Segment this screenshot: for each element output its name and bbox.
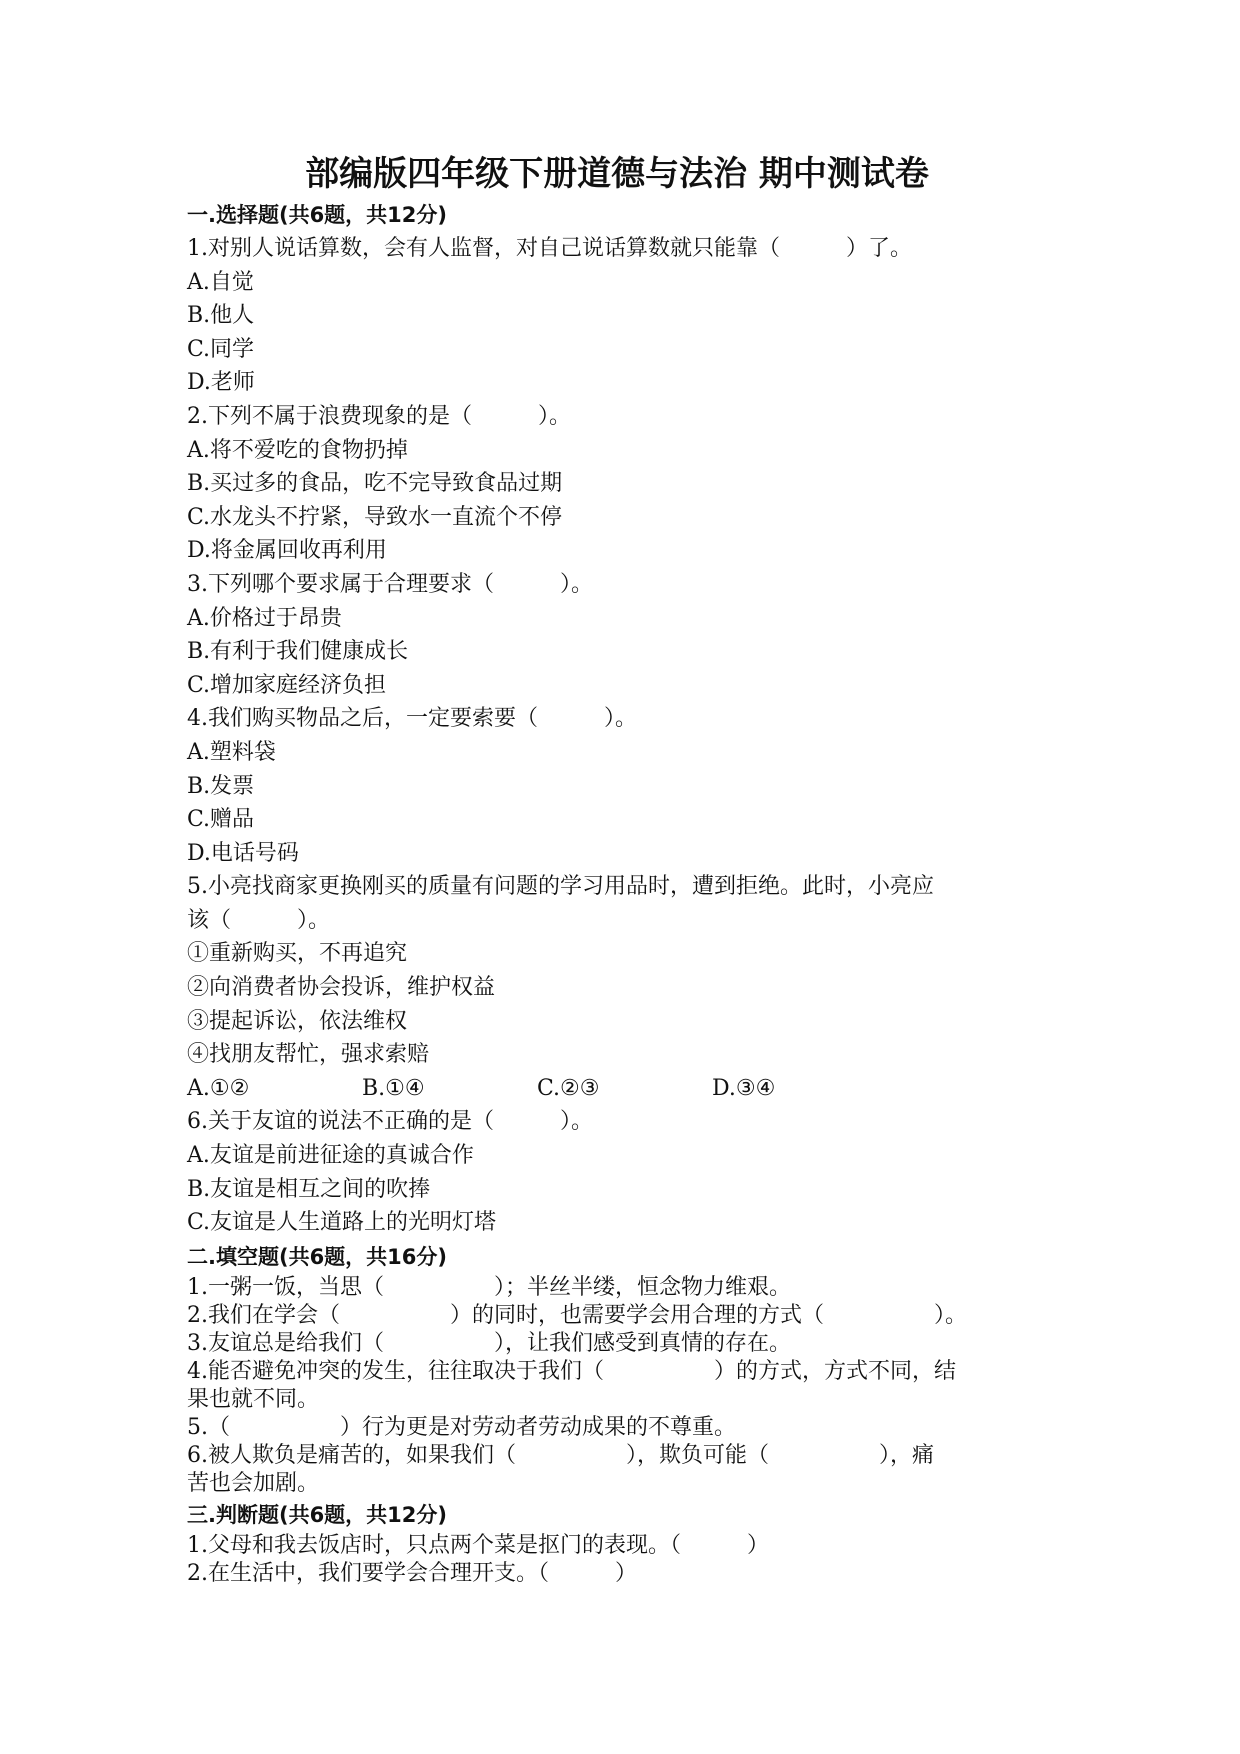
fill-line: 1.一粥一饭，当思（ ）；半丝半缕，恒念物力维艰。: [187, 1274, 791, 1300]
answer-option: D.将金属回收再利用: [187, 538, 387, 564]
answer-option: B.①④: [362, 1075, 425, 1101]
fill-line: 2.我们在学会（ ）的同时，也需要学会用合理的方式（ ）。: [187, 1302, 967, 1328]
answer-option: B.买过多的食品，吃不完导致食品过期: [187, 471, 563, 497]
statement-item: ④找朋友帮忙，强求索赔: [187, 1042, 430, 1068]
question-3: [187, 568, 1057, 702]
answer-option: D.电话号码: [187, 840, 299, 866]
exam-title: 部编版四年级下册道德与法治 期中测试卷: [305, 154, 929, 194]
fill-line: 果也就不同。: [187, 1386, 320, 1412]
answer-option: A.塑料袋: [187, 739, 276, 765]
question-stem: 4.我们购买物品之后，一定要索要（ ）。: [187, 706, 637, 732]
fill-in-questions: [187, 1274, 1057, 1498]
answer-option: C.同学: [187, 336, 255, 362]
fill-line: 6.被人欺负是痛苦的，如果我们（ ），欺负可能（ ），痛: [187, 1442, 934, 1468]
question-5: [187, 870, 1057, 1105]
section-heading-choice: 一.选择题(共6题，共12分): [187, 203, 448, 227]
answer-option: A.将不爱吃的食物扔掉: [187, 437, 408, 463]
section-heading-judge: 三.判断题(共6题，共12分): [187, 1502, 448, 1527]
answer-option: A.友谊是前进征途的真诚合作: [187, 1143, 474, 1169]
exam-page: [187, 150, 1057, 1588]
answer-option: C.水龙头不拧紧，导致水一直流个不停: [187, 504, 563, 530]
section-heading-fill: 二.填空题(共6题，共16分): [187, 1244, 448, 1269]
fill-line: 5.（ ）行为更是对劳动者劳动成果的不尊重。: [187, 1414, 736, 1440]
answer-option: C.增加家庭经济负担: [187, 672, 387, 698]
question-6: [187, 1105, 1057, 1239]
answer-options-row: [187, 1072, 1057, 1106]
question-2: [187, 400, 1057, 568]
answer-option: C.赠品: [187, 807, 255, 833]
question-stem: 2.下列不属于浪费现象的是（ ）。: [187, 403, 571, 429]
answer-option: D.老师: [187, 370, 255, 396]
question-stem: 1.对别人说话算数，会有人监督，对自己说话算数就只能靠（ ）了。: [187, 236, 912, 261]
judge-questions: [187, 1532, 1057, 1588]
answer-option: B.有利于我们健康成长: [187, 639, 409, 665]
answer-option: B.友谊是相互之间的吹捧: [187, 1176, 431, 1202]
answer-option: A.价格过于昂贵: [187, 605, 342, 631]
answer-option: C.②③: [537, 1075, 600, 1101]
answer-option: D.③④: [712, 1075, 776, 1101]
answer-option: C.友谊是人生道路上的光明灯塔: [187, 1210, 497, 1236]
fill-line: 3.友谊总是给我们（ ），让我们感受到真情的存在。: [187, 1330, 791, 1356]
statement-item: ③提起诉讼，依法维权: [187, 1008, 408, 1034]
answer-option: A.①②: [187, 1075, 250, 1101]
judge-line: 1.父母和我去饭店时，只点两个菜是抠门的表现。（ ）: [187, 1532, 769, 1558]
statement-item: ①重新购买，不再追究: [187, 941, 408, 967]
fill-line: 4.能否避免冲突的发生，往往取决于我们（ ）的方式，方式不同，结: [187, 1358, 956, 1384]
statement-item: ②向消费者协会投诉，维护权益: [187, 975, 496, 1001]
fill-line: 苦也会加剧。: [187, 1470, 320, 1496]
judge-line: 2.在生活中，我们要学会合理开支。（ ）: [187, 1560, 637, 1586]
answer-option: B.他人: [187, 303, 255, 329]
question-stem: 3.下列哪个要求属于合理要求（ ）。: [187, 571, 593, 597]
answer-option: B.发票: [187, 773, 255, 799]
question-stem-continued: 该（ ）。: [187, 907, 331, 933]
question-4: [187, 702, 1057, 870]
question-1: [187, 232, 1057, 400]
question-stem: 6.关于友谊的说法不正确的是（ ）。: [187, 1109, 593, 1135]
question-stem: 5.小亮找商家更换刚买的质量有问题的学习用品时，遭到拒绝。此时，小亮应: [187, 874, 934, 900]
answer-option: A.自觉: [187, 269, 254, 295]
